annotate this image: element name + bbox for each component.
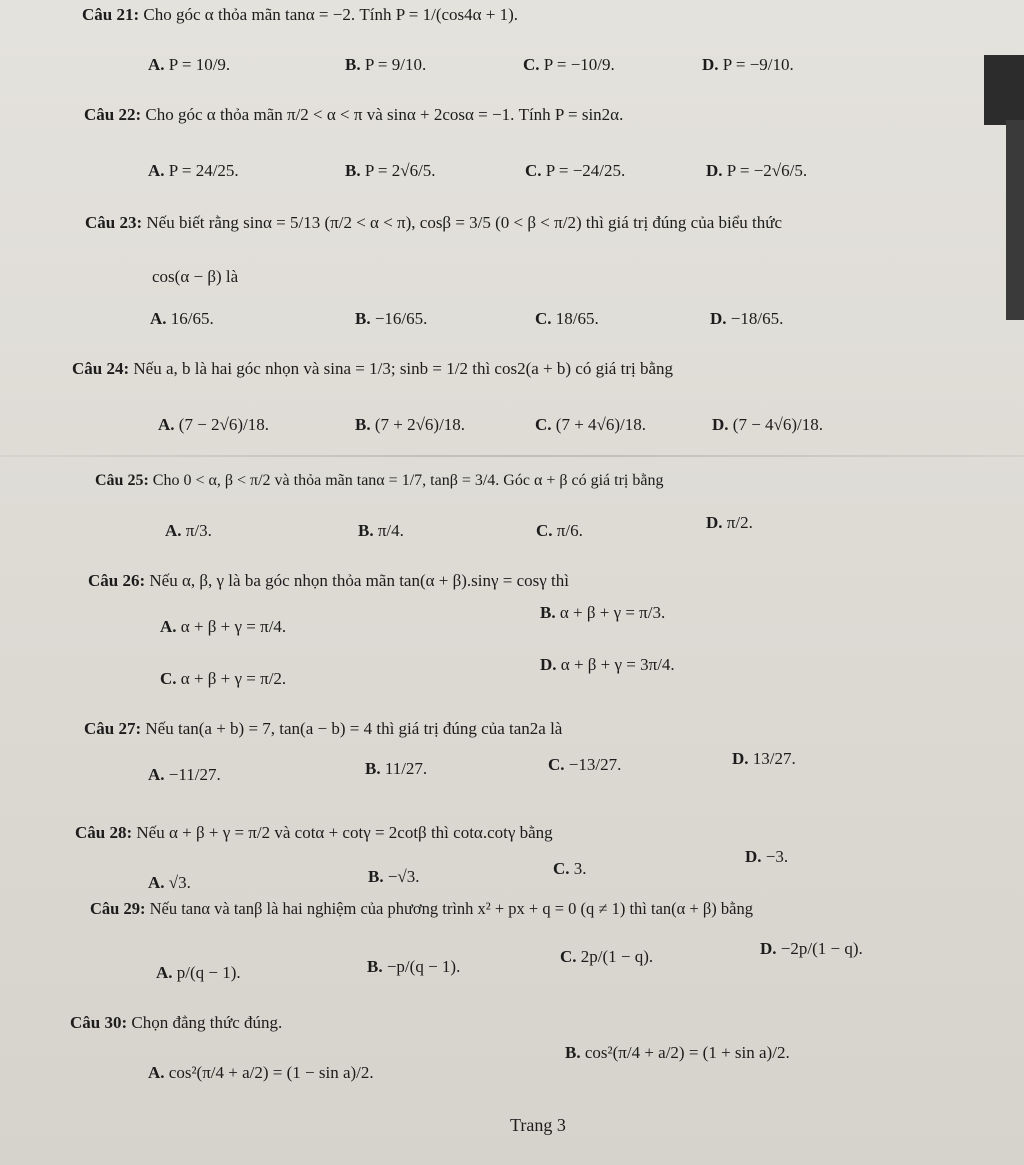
q27-option-a: A. −11/27. <box>148 765 221 784</box>
q29-option-c: C. 2p/(1 − q). <box>560 947 654 966</box>
q26-option-a: A. α + β + γ = π/4. <box>160 617 287 636</box>
paper-fold <box>0 455 1024 457</box>
q23-option-d: D. −18/65. <box>710 309 784 328</box>
q25-option-a: A. π/3. <box>165 521 212 540</box>
q24-option-d: D. (7 − 4√6)/18. <box>712 415 823 434</box>
question-27: Câu 27: Nếu tan(a + b) = 7, tan(a − b) = 4 thì giá trị đúng của tan2a là <box>84 719 563 738</box>
q26-option-c: C. α + β + γ = π/2. <box>160 669 287 688</box>
question-30: Câu 30: Chọn đẳng thức đúng. <box>70 1013 283 1032</box>
q21-option-c: C. P = −10/9. <box>523 55 615 74</box>
q23-option-c: C. 18/65. <box>535 309 599 328</box>
question-23-continued: cos(α − β) là <box>152 267 239 286</box>
q27-option-c: C. −13/27. <box>548 755 622 774</box>
q30-option-a: A. cos²(π/4 + a/2) = (1 − sin a)/2. <box>148 1063 374 1082</box>
q28-option-b: B. −√3. <box>368 867 420 886</box>
question-24: Câu 24: Nếu a, b là hai góc nhọn và sina = 1/3; sinb = 1/2 thì cos2(a + b) có giá trị bằng <box>72 359 673 378</box>
q21-option-a: A. P = 10/9. <box>148 55 231 74</box>
q24-option-c: C. (7 + 4√6)/18. <box>535 415 646 434</box>
q28-option-c: C. 3. <box>553 859 587 878</box>
q22-option-c: C. P = −24/25. <box>525 161 626 180</box>
question-25: Câu 25: Cho 0 < α, β < π/2 và thỏa mãn tanα = 1/7, tanβ = 3/4. Góc α + β có giá trị bằng <box>95 472 664 489</box>
q24-option-a: A. (7 − 2√6)/18. <box>158 415 269 434</box>
q29-option-b: B. −p/(q − 1). <box>367 957 461 976</box>
q30-option-b: B. cos²(π/4 + a/2) = (1 + sin a)/2. <box>565 1043 790 1062</box>
q29-option-a: A. p/(q − 1). <box>156 963 241 982</box>
question-29: Câu 29: Nếu tanα và tanβ là hai nghiệm của phương trình x² + px + q = 0 (q ≠ 1) thì tan(α + β) bằng <box>90 899 753 918</box>
question-26: Câu 26: Nếu α, β, γ là ba góc nhọn thỏa mãn tan(α + β).sinγ = cosγ thì <box>88 571 569 590</box>
q21-option-b: B. P = 9/10. <box>345 55 427 74</box>
q24-option-b: B. (7 + 2√6)/18. <box>355 415 466 434</box>
q27-option-d: D. 13/27. <box>732 749 796 768</box>
q22-option-b: B. P = 2√6/5. <box>345 161 436 180</box>
q25-option-b: B. π/4. <box>358 521 404 540</box>
question-23: Câu 23: Nếu biết rằng sinα = 5/13 (π/2 < α < π), cosβ = 3/5 (0 < β < π/2) thì giá trị đúng của biểu thức <box>85 213 783 232</box>
q28-option-d: D. −3. <box>745 847 789 866</box>
question-28: Câu 28: Nếu α + β + γ = π/2 và cotα + cotγ = 2cotβ thì cotα.cotγ bằng <box>75 823 553 842</box>
q25-option-d: D. π/2. <box>706 513 753 532</box>
q21-option-d: D. P = −9/10. <box>702 55 794 74</box>
page-number: Trang 3 <box>510 1115 566 1135</box>
background-edge <box>984 55 1024 125</box>
question-21: Câu 21: Cho góc α thỏa mãn tanα = −2. Tính P = 1/(cos4α + 1). <box>82 5 519 24</box>
q29-option-d: D. −2p/(1 − q). <box>760 939 863 958</box>
q22-option-a: A. P = 24/25. <box>148 161 239 180</box>
q23-option-a: A. 16/65. <box>150 309 214 328</box>
background-edge <box>1006 120 1024 320</box>
q28-option-a: A. √3. <box>148 873 191 892</box>
q27-option-b: B. 11/27. <box>365 759 428 778</box>
q26-option-b: B. α + β + γ = π/3. <box>540 603 666 622</box>
q26-option-d: D. α + β + γ = 3π/4. <box>540 655 675 674</box>
question-22: Câu 22: Cho góc α thỏa mãn π/2 < α < π và sinα + 2cosα = −1. Tính P = sin2α. <box>84 105 624 124</box>
q25-option-c: C. π/6. <box>536 521 583 540</box>
q22-option-d: D. P = −2√6/5. <box>706 161 808 180</box>
q23-option-b: B. −16/65. <box>355 309 428 328</box>
